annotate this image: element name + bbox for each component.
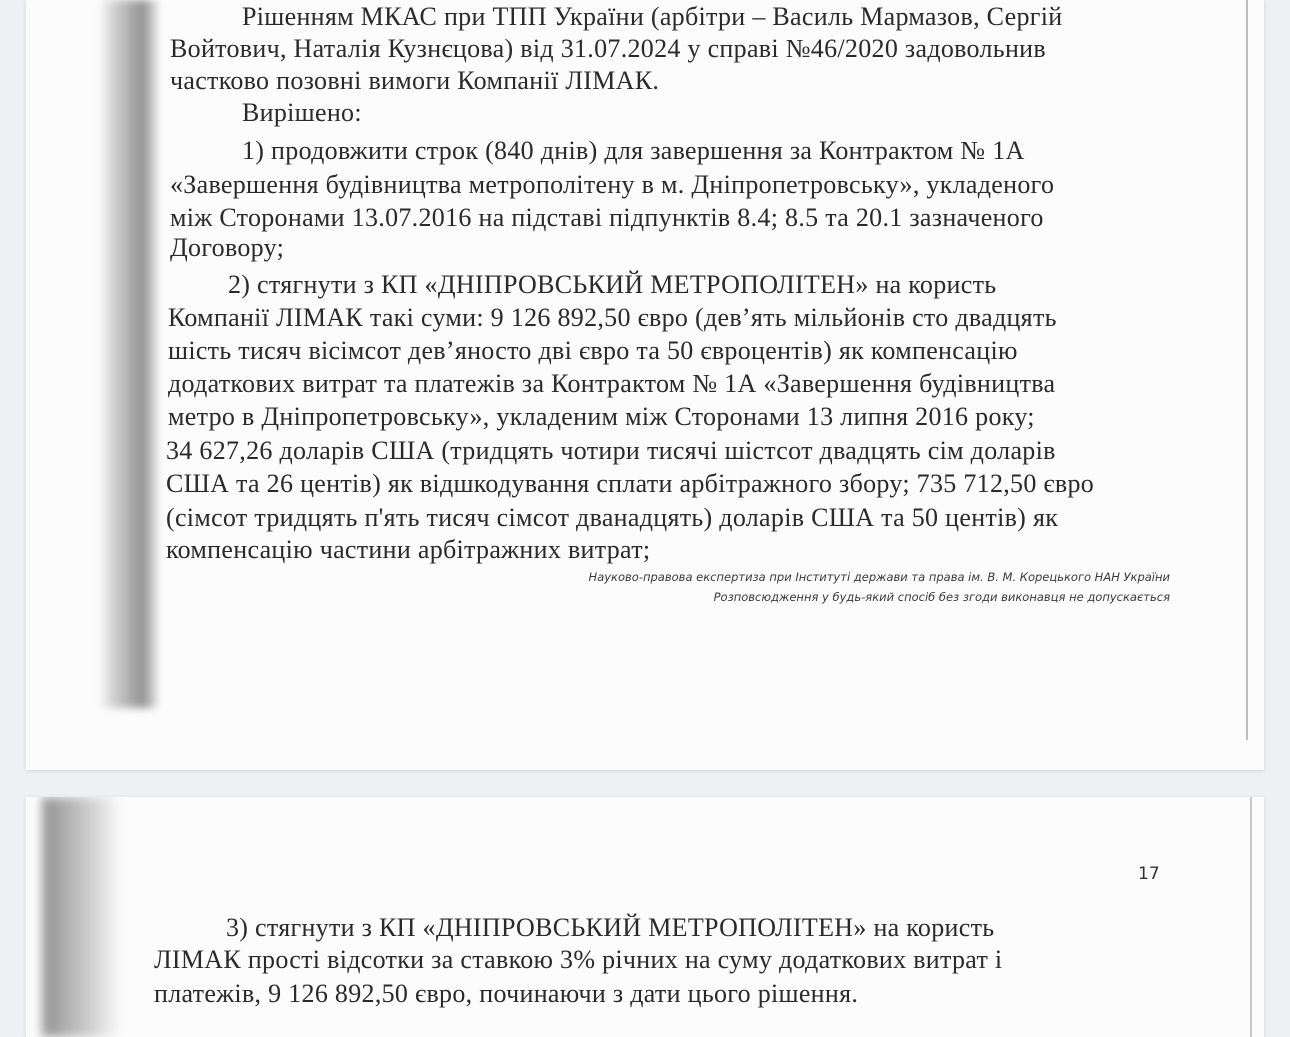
footer-institute: Науково-правова експертиза при Інституті держави та права ім. В. М. Корецького НАН України: [588, 570, 1170, 584]
binding-shadow: [42, 797, 122, 1037]
footer-copyright-notice: Розповсюдження у будь-який спосіб без згоди виконавця не допускається: [713, 590, 1170, 604]
text-line: (сімсот тридцять п'ять тисяч сімсот дванадцять) доларів США та 50 центів) як: [166, 503, 1059, 532]
text-line: «Завершення будівництва метрополітену в м. Дніпропетровську», укладеного: [170, 170, 1055, 199]
text-line: ЛІМАК прості відсотки за ставкою 3% річних на суму додаткових витрат і: [154, 945, 1003, 974]
text-line: шість тисяч вісімсот дев’яносто дві євро та 50 євроцентів) як компенсацію: [168, 336, 1018, 365]
text-line: Компанії ЛІМАК такі суми: 9 126 892,50 євро (дев’ять мільйонів сто двадцять: [168, 303, 1057, 332]
text-line: компенсацію частини арбітражних витрат;: [166, 535, 651, 564]
text-line: 1) продовжити строк (840 днів) для завершення за Контрактом № 1А: [242, 136, 1025, 165]
binding-shadow: [98, 0, 158, 708]
text-line: частково позовні вимоги Компанії ЛІМАК.: [170, 66, 660, 95]
text-line: Договору;: [170, 233, 285, 262]
page-edge-line: [1250, 797, 1252, 1037]
text-line: платежів, 9 126 892,50 євро, починаючи з дати цього рішення.: [154, 979, 859, 1008]
text-line: Рішенням МКАС при ТПП України (арбітри – Василь Мармазов, Сергій: [242, 2, 1063, 31]
text-line: додаткових витрат та платежів за Контрактом № 1А «Завершення будівництва: [168, 369, 1056, 398]
text-line: 34 627,26 доларів США (тридцять чотири тисячі шістсот двадцять сім доларів: [166, 436, 1056, 465]
text-line: метро в Дніпропетровську», укладеним між Сторонами 13 липня 2016 року;: [168, 402, 1035, 431]
page-number: 17: [1138, 864, 1160, 884]
section-heading: Вирішено:: [242, 98, 362, 127]
document-page-2: [26, 797, 1264, 1037]
page-edge-line: [1246, 0, 1248, 740]
text-line: 3) стягнути з КП «ДНІПРОВСЬКИЙ МЕТРОПОЛІТЕН» на користь: [226, 913, 995, 942]
document-page-1: [26, 0, 1264, 770]
text-line: 2) стягнути з КП «ДНІПРОВСЬКИЙ МЕТРОПОЛІТЕН» на користь: [228, 270, 997, 299]
text-line: між Сторонами 13.07.2016 на підставі підпунктів 8.4; 8.5 та 20.1 зазначеного: [170, 203, 1044, 232]
text-line: Войтович, Наталія Кузнєцова) від 31.07.2024 у справі №46/2020 задовольнив: [170, 34, 1046, 63]
text-line: США та 26 центів) як відшкодування сплати арбітражного збору; 735 712,50 євро: [166, 469, 1095, 498]
